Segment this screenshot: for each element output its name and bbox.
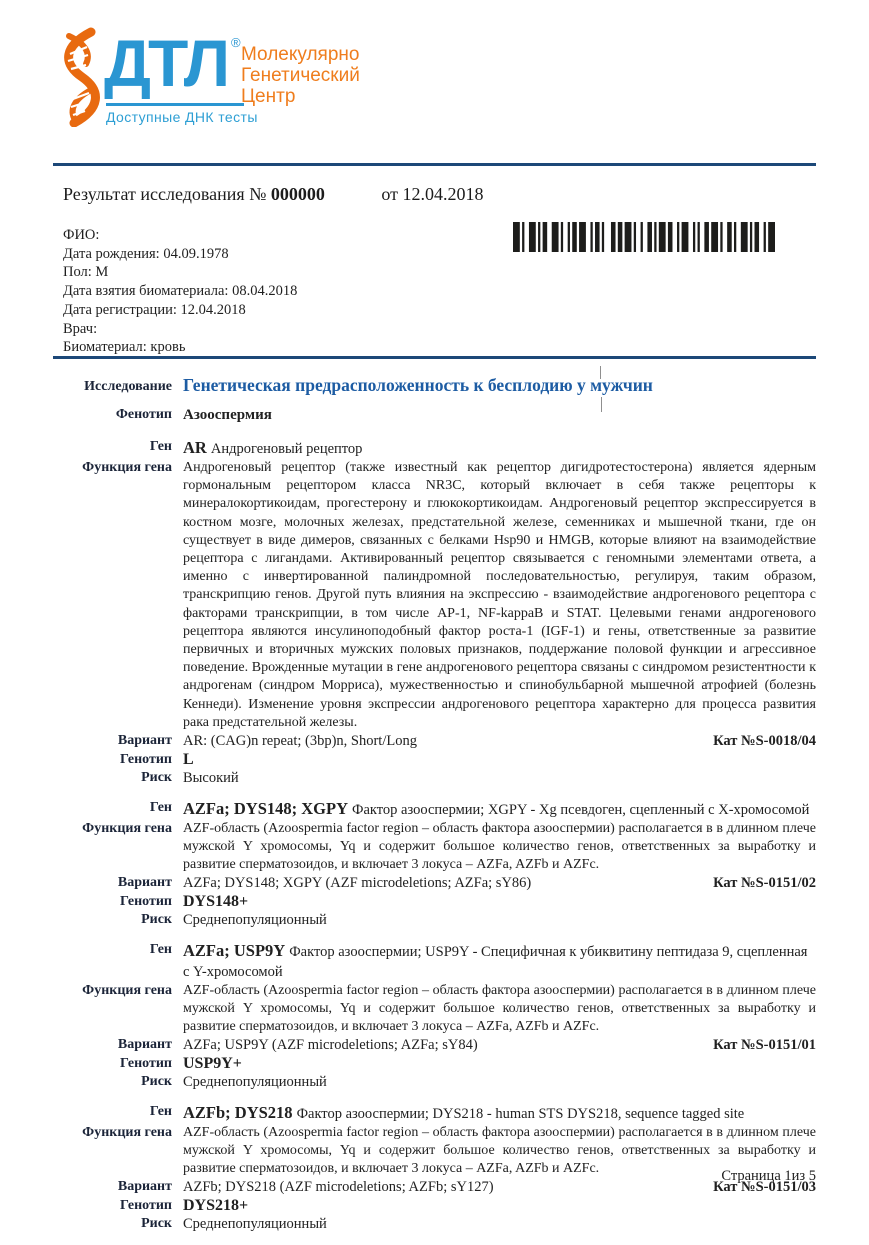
gene-value	[183, 941, 816, 982]
dna-helix-icon	[56, 27, 104, 127]
gene-row	[63, 438, 816, 459]
gene-function-text: AZF-область (Azoospermia factor region – область фактора азооспермии) располагается в в длинном плече мужской Y хромосомы, Yq и содержит большое количество генов, ответственных за выработку и развитие сперматозоидов, и включает 3 локуса – AZFa, AZFb и AZFc.	[183, 982, 816, 1035]
report-date: от 12.04.2018	[381, 184, 484, 204]
gene-block	[63, 799, 816, 930]
gene-value	[183, 1103, 816, 1124]
risk-label: Риск	[141, 912, 172, 928]
report-title-prefix: Результат исследования №	[63, 184, 267, 204]
variant-label: Вариант	[117, 1037, 172, 1053]
catalog-number: Кат №S-0151/01	[713, 1037, 816, 1054]
genotype-row	[63, 893, 816, 912]
gene-name: AZFb; DYS218	[183, 1102, 293, 1122]
variant-value	[183, 1036, 816, 1055]
gene-function-row	[63, 459, 816, 732]
patient-info-line: Врач:	[63, 320, 98, 337]
report-title	[63, 184, 484, 205]
genotype-label: Генотип	[120, 893, 172, 909]
logo-subtitle-line: Молекулярно	[241, 44, 360, 65]
patient-info-line: Дата рождения: 04.09.1978	[63, 245, 229, 262]
variant-text: AR: (CAG)n repeat; (3bp)n, Short/Long	[183, 733, 417, 750]
genotype-value: DYS218+	[183, 1196, 249, 1214]
gene-description: Фактор азооспермии; USP9Y - Специфичная к убиквитину пептидаза 9, сцепленная с Y-хромосомой	[183, 943, 808, 980]
gene-function-label: Функция гена	[82, 820, 172, 836]
genotype-label: Генотип	[120, 1055, 172, 1071]
patient-info-block	[63, 226, 297, 357]
logo-subtitle	[241, 44, 360, 107]
barcode	[513, 222, 775, 252]
logo-tagline: Доступные ДНК тесты	[106, 103, 244, 125]
gene-function-text: AZF-область (Azoospermia factor region – область фактора азооспермии) располагается в в длинном плече мужской Y хромосомы, Yq и содержит большое количество генов, ответственных за выработку и развитие сперматозоидов, и включает 3 локуса – AZFa, AZFb и AZFc.	[183, 820, 816, 872]
patient-info-line: Пол: М	[63, 264, 109, 281]
gene-function-row	[63, 1124, 816, 1179]
risk-value: Среднепопуляционный	[183, 1074, 327, 1091]
gene-description: Андрогеновый рецептор	[210, 441, 363, 457]
report-number: 000000	[270, 184, 325, 204]
genotype-value: L	[183, 750, 194, 768]
genotype-value: DYS148+	[183, 892, 249, 910]
variant-text: AZFb; DYS218 (AZF microdeletions; AZFb; sY127)	[183, 1179, 494, 1196]
patient-info-line: Дата взятия биоматериала: 08.04.2018	[63, 283, 298, 300]
phenotype-value: Азооспермия	[183, 406, 272, 423]
risk-row	[63, 769, 816, 788]
gene-label: Ген	[149, 1103, 172, 1119]
patient-info-line: Дата регистрации: 12.04.2018	[63, 301, 246, 318]
catalog-number: Кат №S-0151/02	[713, 875, 816, 892]
gene-row	[63, 1103, 816, 1124]
risk-label: Риск	[141, 1216, 172, 1232]
gene-name: AZFa; USP9Y	[183, 940, 286, 960]
gene-function-row	[63, 982, 816, 1037]
gene-value	[183, 799, 816, 820]
gene-description: Фактор азооспермии; DYS218 - human STS DYS218, sequence tagged site	[296, 1105, 745, 1122]
phenotype-label: Фенотип	[115, 406, 172, 422]
gene-block	[63, 1103, 816, 1234]
patient-info-line: Биоматериал: кровь	[63, 339, 186, 356]
gene-row	[63, 799, 816, 820]
variant-text: AZFa; USP9Y (AZF microdeletions; AZFa; sY84)	[183, 1037, 478, 1054]
risk-value: Среднепопуляционный	[183, 912, 327, 929]
gene-block	[63, 438, 816, 788]
genotype-row	[63, 1197, 816, 1216]
logo-subtitle-line: Генетический	[241, 65, 360, 86]
gene-blocks-list	[63, 438, 816, 1234]
variant-row	[63, 874, 816, 893]
genotype-label: Генотип	[120, 751, 172, 767]
genotype-value: USP9Y+	[183, 1054, 242, 1072]
variant-value	[183, 732, 816, 751]
risk-row	[63, 911, 816, 930]
patient-info-line: ФИО:	[63, 227, 100, 243]
header-divider	[53, 163, 816, 166]
risk-label: Риск	[141, 1074, 172, 1090]
variant-label: Вариант	[117, 875, 172, 891]
risk-label: Риск	[141, 770, 172, 786]
variant-row	[63, 1178, 816, 1197]
gene-function-label: Функция гена	[82, 1124, 172, 1140]
gene-description: Фактор азооспермии; XGPY - Xg псевдоген, сцепленный с X-хромосомой	[352, 801, 810, 818]
variant-text: AZFa; DYS148; XGPY (AZF microdeletions; AZFa; sY86)	[183, 875, 532, 892]
risk-row	[63, 1215, 816, 1234]
risk-value: Среднепопуляционный	[183, 1216, 327, 1233]
section-divider	[53, 356, 816, 359]
logo-brand-text: ДТЛ	[104, 26, 227, 100]
gene-block	[63, 941, 816, 1092]
gene-function-text: Андрогеновый рецептор (также известный как рецептор дигидротестостерона) является ядерным гормональным рецептором класса NR3C, который включает в себя также рецепторы к минералокортикоидам, прогестерону и глюкокортикоидам. Андрогеновый рецептор экспрессируется в костном мозге, молочных железах, предстательной железе, семенниках и мышечной ткани, где он существует в виде димеров, связанных с белками Hsp90 и HMGB, которые влияют на взаимодействие рецептора с лигандами. Активированный рецептор связывается с геномными элементами ответа, а именно с инвертированной палиндромной последовательностью, регулируя, таким образом, транскрипцию генов. Другой путь влияния на экспрессию - взаимодействие андрогенового рецептора с факторами транскрипции, в том числе AP-1, NF-kappaB и STAT. Целевыми генами андрогенового рецептора являются инсулиноподобный фактор роста-1 (IGF-1) и гены, ответственные за развитие первичных и вторичных мужских половых признаков, поддержание половой функции и агрессивное поведение. Врожденные мутации в гене андрогенового рецептора связаны с синдромом резистентности к андрогенам (синдром Морриса), мужественностью и спинобульбарной мышечной атрофией (болезнь Кеннеди). Изменение уровня экспрессии андрогенового рецептора характерно для процесса развития рака предстательной железы.	[183, 460, 816, 730]
study-row	[63, 374, 816, 397]
variant-label: Вариант	[117, 733, 172, 749]
variant-value	[183, 874, 816, 893]
phenotype-row	[63, 406, 816, 425]
gene-value	[183, 438, 816, 459]
gene-function-row	[63, 820, 816, 875]
genotype-row	[63, 751, 816, 770]
study-title: Генетическая предрасположенность к бесплодию у мужчин	[183, 375, 653, 395]
gene-row	[63, 941, 816, 982]
risk-value: Высокий	[183, 770, 239, 787]
study-label: Исследование	[84, 379, 172, 394]
gene-label: Ген	[149, 439, 172, 454]
registered-trademark-icon: ®	[231, 35, 241, 50]
gene-label: Ген	[149, 941, 172, 957]
risk-row	[63, 1073, 816, 1092]
gene-name: AZFa; DYS148; XGPY	[183, 798, 348, 818]
gene-function-text: AZF-область (Azoospermia factor region – область фактора азооспермии) располагается в в длинном плече мужской Y хромосомы, Yq и содержит большое количество генов, ответственных за выработку и развитие сперматозоидов, и включает 3 локуса – AZFa, AZFb и AZFc.	[183, 1124, 816, 1177]
variant-row	[63, 1036, 816, 1055]
genotype-label: Генотип	[120, 1197, 172, 1213]
page-number: Страница 1из 5	[721, 1168, 816, 1184]
variant-label: Вариант	[117, 1179, 172, 1195]
catalog-number: Кат №S-0151/03	[713, 1179, 816, 1196]
gene-name: AR	[183, 438, 207, 457]
gene-label: Ген	[149, 799, 172, 815]
logo-subtitle-line: Центр	[241, 86, 296, 107]
results-section	[63, 374, 816, 1245]
gene-function-label: Функция гена	[82, 460, 172, 475]
variant-row	[63, 732, 816, 751]
genotype-row	[63, 1055, 816, 1074]
gene-function-label: Функция гена	[82, 982, 172, 998]
catalog-number: Кат №S-0018/04	[713, 733, 816, 750]
